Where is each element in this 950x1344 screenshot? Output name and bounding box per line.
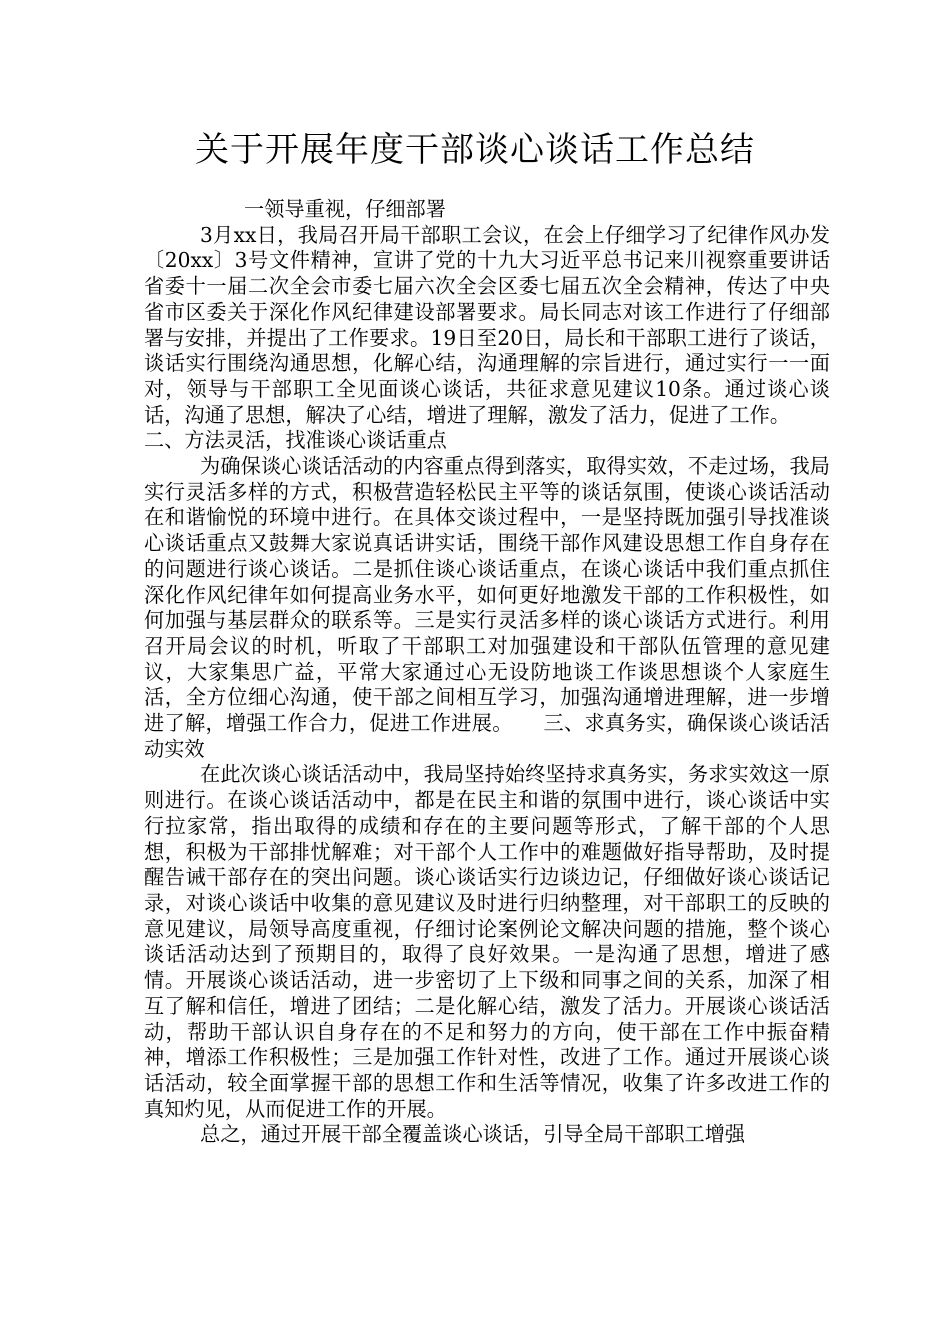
paragraph-1: 3月xx日，我局召开局干部职工会议，在会上仔细学习了纪律作风办发〔20xx〕3号文件精神，宣讲了党的十九大习近平总书记来川视察重要讲话省委十一届二次全会市委七届六次全会区委七届五次全会精神，传达了中央省市区委关于深化作风纪律建设部署要求。局长同志对该工作进行了仔细部署与安排，并提出了工作要求。19日至20日，局长和干部职工进行了谈话，谈话实行围绕沟通思想，化解心结，沟通理解的宗旨进行，通过实行一一面对，领导与干部职工全见面谈心谈话，共征求意见建议10条。通过谈心谈话，沟通了思想，解决了心结，增进了理解，激发了活力，促进了工作。 xyxy=(144,222,830,427)
document-title: 关于开展年度干部谈心谈话工作总结 xyxy=(195,130,755,170)
document-body xyxy=(144,197,830,1148)
section-heading-2: 二、方法灵活，找准谈心谈话重点 xyxy=(144,428,447,453)
paragraph-4: 总之，通过开展干部全覆盖谈心谈话，引导全局干部职工增强 xyxy=(200,1122,746,1147)
paragraph-3: 在此次谈心谈话活动中，我局坚持始终坚持求真务实，务求实效这一原则进行。在谈心谈话活动中，都是在民主和谐的氛围中进行，谈心谈话中实行拉家常，指出取得的成绩和存在的主要问题等形式，了解干部的个人思想，积极为干部排忧解难；对干部个人工作中的难题做好指导帮助，及时提醒告诫干部存在的突出问题。谈心谈话实行边谈边记，仔细做好谈心谈话记录，对谈心谈话中收集的意见建议及时进行归纳整理，对干部职工的反映的意见建议，局领导高度重视，仔细讨论案例论文解决问题的措施，整个谈心谈话活动达到了预期目的，取得了良好效果。一是沟通了思想，增进了感情。开展谈心谈话活动，进一步密切了上下级和同事之间的关系，加深了相互了解和信任，增进了团结；二是化解心结，激发了活力。开展谈心谈话活动，帮助干部认识自身存在的不足和努力的方向，使干部在工作中振奋精神，增添工作积极性；三是加强工作针对性，改进了工作。通过开展谈心谈话活动，较全面掌握干部的思想工作和生活等情况，收集了许多改进工作的真知灼见，从而促进工作的开展。 xyxy=(144,762,830,1121)
section-heading-1: 一领导重视，仔细部署 xyxy=(244,197,446,221)
paragraph-2: 为确保谈心谈话活动的内容重点得到落实，取得实效，不走过场，我局实行灵活多样的方式，积极营造轻松民主平等的谈话氛围，使谈心谈话活动在和谐愉悦的环境中进行。在具体交谈过程中，一是坚持既加强引导找准谈心谈话重点又鼓舞大家说真话讲实话，围绕干部作风建设思想工作自身存在的问题进行谈心谈话。二是抓住谈心谈话重点，在谈心谈话中我们重点抓住深化作风纪律年如何提高业务水平，如何更好地激发干部的工作积极性，如何加强与基层群众的联系等。三是实行灵活多样的谈心谈话方式进行。利用召开局会议的时机，听取了干部职工对加强建设和干部队伍管理的意见建议，大家集思广益，平常大家通过心无设防地谈工作谈思想谈个人家庭生活，全方位细心沟通，使干部之间相互学习，加强沟通增进理解，进一步增进了解，增强工作合力，促进工作进展。 三、求真务实，确保谈心谈话活动实效 xyxy=(144,454,830,761)
